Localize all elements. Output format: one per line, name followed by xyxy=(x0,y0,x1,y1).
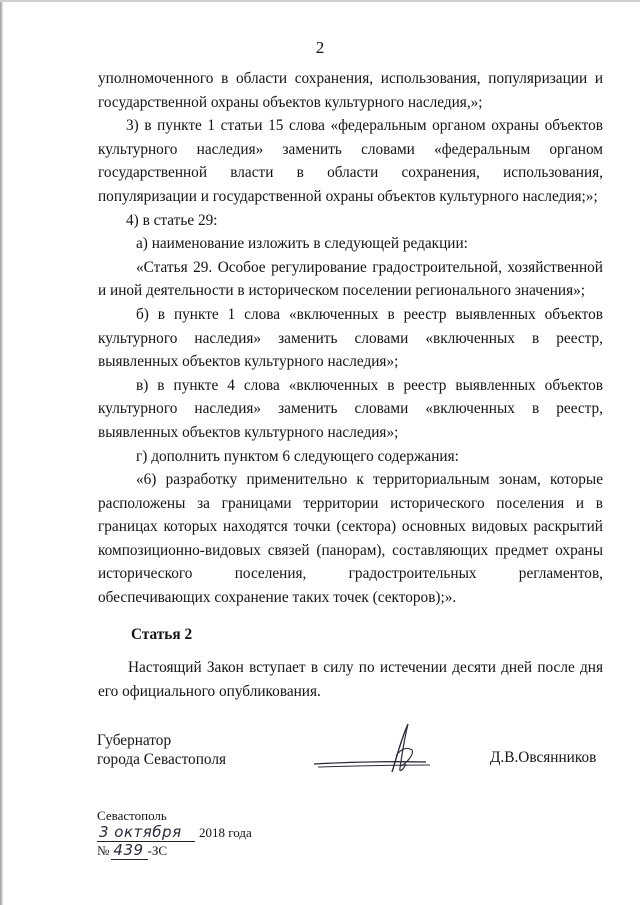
signatory-title xyxy=(97,731,226,769)
page-number: 2 xyxy=(315,38,325,57)
footer-date-handwritten: 3 октября xyxy=(97,824,195,842)
article-2-paragraph: Настоящий Закон вступает в силу по истечении десяти дней после дня его официального опубликования. xyxy=(98,659,603,700)
footer-date-printed: 2018 года xyxy=(199,825,252,840)
footer-number-suffix: -ЗС xyxy=(147,843,168,858)
footer-date xyxy=(97,824,252,842)
footer-city: Севастополь xyxy=(97,808,167,823)
footer-number-prefix: № xyxy=(97,843,110,858)
signatory-name: Д.В.Овсянников xyxy=(490,749,597,766)
paragraph-point-6: «6) разработку применительно к территориальным зонам, которые расположены за границами территории исторического поселения и в границах которых находятся точки (сектора) основных видовых раскрытий композиционно-видовых связей (панорам), составляющих предмет охраны исторического поселения, градостроительных регламентов, обеспечивающих сохранение таких точек (секторов);». xyxy=(98,471,603,607)
article-2-heading: Статья 2 xyxy=(131,626,193,643)
scan-edge-top xyxy=(0,0,640,2)
footer-number-handwritten: 439 xyxy=(111,842,147,860)
paragraph-item-4: 4) в статье 29: xyxy=(126,211,218,229)
scan-edge xyxy=(0,0,3,905)
document-body xyxy=(98,67,603,610)
handwritten-signature xyxy=(308,720,448,778)
paragraph-article-29-title: «Статья 29. Особое регулирование градостроительной, хозяйственной и иной деятельности в историческом поселении регионального значения»; xyxy=(98,258,603,300)
paragraph-subitem-v: в) в пункте 4 слова «включенных в реестр выявленных объектов культурного наследия» заменить словами «включенных в реестр, выявленных объектов культурного наследия»; xyxy=(98,376,603,441)
signatory-title-line2: города Севастополя xyxy=(97,751,227,768)
paragraph-subitem-a: а) наименование изложить в следующей редакции: xyxy=(136,235,468,253)
paragraph-item-3: 3) в пункте 1 статьи 15 слова «федеральным органом охраны объектов культурного наследия» заменить словами «федеральным органом государственной власти в области сохранения, использования, популяризации и государственной охраны объектов культурного наследия;»; xyxy=(98,117,603,205)
article-2-text xyxy=(98,656,603,704)
footer-number xyxy=(97,842,252,860)
signatory-title-line1: Губернатор xyxy=(97,732,172,749)
paragraph-subitem-g: г) дополнить пунктом 6 следующего содержания: xyxy=(136,447,459,465)
paragraph-subitem-b: б) в пункте 1 слова «включенных в реестр выявленных объектов культурного наследия» заменить словами «включенных в реестр, выявленных объектов культурного наследия»; xyxy=(98,305,603,371)
document-footer xyxy=(97,807,252,860)
paragraph-continuation: уполномоченного в области сохранения, использования, популяризации и государственной охраны объектов культурного наследия,»; xyxy=(98,70,603,111)
